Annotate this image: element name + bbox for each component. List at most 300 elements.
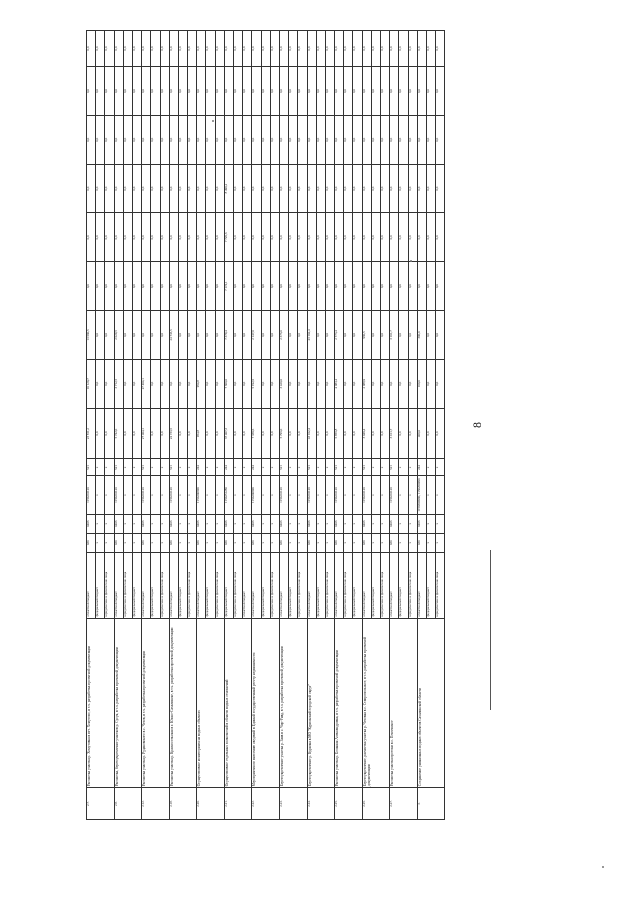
funding-source-cell: юридические и физические лица (123, 552, 132, 618)
value-cell: х (371, 514, 380, 533)
value-cell: 2 773,4 (335, 311, 344, 360)
value-cell: х (243, 476, 252, 514)
value-cell: 0,0 (371, 31, 380, 67)
value-cell: 030 (224, 533, 233, 552)
item-number: 2.12. (142, 788, 170, 820)
value-cell: 0,0 (390, 67, 399, 116)
value-cell: х (344, 514, 353, 533)
measure-name: Берегоукрепление, расчистка участка р. Чеховка в с. Ставропольское, в т.ч. разработка проектной документации (362, 618, 390, 788)
value-cell: х (316, 514, 325, 533)
value-cell: 0,0 (123, 164, 132, 213)
table-row (87, 31, 96, 820)
value-cell: х (132, 514, 141, 533)
value-cell: 0,0 (215, 311, 224, 360)
value-cell: 0,0 (353, 408, 362, 459)
value-cell: 24 733,5 (169, 311, 178, 360)
value-cell: 2 088,9 (362, 359, 371, 408)
value-cell: 0406 (307, 514, 316, 533)
value-cell: 1150201120 (142, 476, 151, 514)
value-cell: 0,0 (298, 359, 307, 408)
table-row (252, 31, 261, 820)
value-cell: 0,0 (307, 115, 316, 164)
value-cell: 0,0 (96, 31, 105, 67)
value-cell: 0,0 (178, 408, 187, 459)
value-cell: 030 (417, 533, 426, 552)
value-cell: 0,0 (114, 115, 123, 164)
value-cell: 0,0 (252, 262, 261, 311)
value-cell: 954,8 (197, 359, 206, 408)
value-cell: 0,0 (344, 213, 353, 262)
value-cell: 0,0 (160, 408, 169, 459)
value-cell: 0,0 (123, 213, 132, 262)
value-cell: 0,0 (188, 213, 197, 262)
value-cell: 0,0 (123, 408, 132, 459)
value-cell: 0,0 (87, 115, 96, 164)
table-row (197, 31, 206, 820)
value-cell: 2 147,0 (252, 311, 261, 360)
value-cell: 0,0 (307, 213, 316, 262)
value-cell: 0,0 (132, 164, 141, 213)
value-cell: 0,0 (142, 311, 151, 360)
value-cell: 0,0 (132, 213, 141, 262)
value-cell: 0,0 (206, 311, 215, 360)
value-cell: х (426, 476, 435, 514)
value-cell: 2 376,0 (279, 311, 288, 360)
value-cell: х (436, 514, 445, 533)
value-cell: 0,0 (261, 359, 270, 408)
value-cell: х (399, 514, 408, 533)
value-cell: 0,0 (234, 213, 243, 262)
value-cell: 0,0 (298, 213, 307, 262)
table-row (362, 31, 371, 820)
value-cell: 0,0 (279, 213, 288, 262)
value-cell: 0,0 (381, 67, 390, 116)
value-cell: 3 049,4 (362, 408, 371, 459)
value-cell: х (234, 459, 243, 476)
value-cell: 0,0 (408, 311, 417, 360)
value-cell: 0,0 (399, 262, 408, 311)
value-cell: 0,0 (261, 262, 270, 311)
funding-source-cell: областной бюджет (307, 552, 316, 618)
value-cell: х (206, 514, 215, 533)
value-cell: х (132, 459, 141, 476)
value-cell: 0,0 (353, 31, 362, 67)
value-cell: 0,0 (325, 164, 334, 213)
value-cell: 0,0 (335, 67, 344, 116)
funding-source-cell: юридические и физические лица (325, 552, 334, 618)
value-cell: 1150201120 (390, 476, 399, 514)
table-row (114, 31, 123, 820)
value-cell: х (160, 533, 169, 552)
funding-source-cell: федеральный бюджет (399, 552, 408, 618)
value-cell: 0,0 (151, 408, 160, 459)
value-cell: 0,0 (123, 262, 132, 311)
value-cell: 0,0 (160, 31, 169, 67)
value-cell: 4 083,4 (335, 359, 344, 408)
funding-source-cell: федеральный бюджет (151, 552, 160, 618)
value-cell: 0,0 (132, 359, 141, 408)
value-cell: 0,0 (206, 67, 215, 116)
value-cell: 0,0 (87, 67, 96, 116)
value-cell: 0,0 (123, 115, 132, 164)
value-cell: 0406 (279, 514, 288, 533)
value-cell: 0,0 (289, 311, 298, 360)
value-cell: 0,0 (197, 311, 206, 360)
value-cell: х (243, 459, 252, 476)
value-cell: 0406 (362, 514, 371, 533)
funding-source-cell: юридические и физические лица (436, 552, 445, 618)
value-cell: 0,0 (142, 31, 151, 67)
value-cell: 0,0 (206, 213, 215, 262)
funding-source-cell: областной бюджет (197, 552, 206, 618)
value-cell: х (261, 533, 270, 552)
value-cell: 0,0 (298, 164, 307, 213)
funding-source-cell: областной бюджет (114, 552, 123, 618)
table-row (279, 31, 288, 820)
value-cell: 0406 (197, 514, 206, 533)
value-cell: х (289, 514, 298, 533)
measure-name: Осуществление мониторинга на водных объектах (197, 618, 225, 788)
measure-name: Расчистка, берегоукрепление участков р. Сусуя, в т.ч. разработка проектной документации (114, 618, 142, 788)
funding-source-cell: юридические и физические лица (381, 552, 390, 618)
value-cell: х (371, 533, 380, 552)
value-cell: х (289, 533, 298, 552)
value-cell: 0,0 (114, 213, 123, 262)
value-cell: 0,0 (206, 359, 215, 408)
value-cell: 0,0 (289, 213, 298, 262)
value-cell: 0,0 (261, 31, 270, 67)
value-cell: 0,0 (270, 164, 279, 213)
value-cell: х (160, 459, 169, 476)
value-cell: х (298, 514, 307, 533)
value-cell: 0,0 (169, 164, 178, 213)
funding-source-cell: юридические и физические лица (270, 552, 279, 618)
item-number: 2.18. (169, 788, 197, 820)
value-cell: 0,0 (123, 359, 132, 408)
value-cell: 0,0 (371, 311, 380, 360)
value-cell: 0,0 (307, 359, 316, 408)
value-cell: 0,0 (417, 164, 426, 213)
value-cell: 0,0 (160, 311, 169, 360)
value-cell: 0,0 (215, 115, 224, 164)
value-cell: 0,0 (381, 408, 390, 459)
funding-source-cell: юридические и физические лица (298, 552, 307, 618)
measure-name: Расчистка участка р. Большая Александровка, в т.ч. разработка проектной документации (335, 618, 363, 788)
value-cell: х (215, 459, 224, 476)
value-cell: 0,0 (169, 67, 178, 116)
value-cell: 0,0 (178, 311, 187, 360)
value-cell: х (234, 514, 243, 533)
value-cell: х (298, 476, 307, 514)
funding-source-cell: областной бюджет (279, 552, 288, 618)
value-cell: х (270, 533, 279, 552)
value-cell: 0,0 (344, 115, 353, 164)
value-cell: х (408, 459, 417, 476)
value-cell: 0,0 (132, 311, 141, 360)
value-cell: 0,0 (243, 67, 252, 116)
value-cell: 244 (197, 459, 206, 476)
value-cell: х (132, 533, 141, 552)
value-cell: 0,0 (243, 31, 252, 67)
value-cell: 0,0 (132, 262, 141, 311)
funding-source-cell: юридические и физические лица (105, 552, 114, 618)
value-cell: 0,0 (270, 67, 279, 116)
funding-source-cell: юридические и физические лица (234, 552, 243, 618)
value-cell: 0,0 (279, 115, 288, 164)
value-cell: 0,0 (234, 408, 243, 459)
value-cell: 0,0 (234, 67, 243, 116)
value-cell: 0,0 (298, 115, 307, 164)
value-cell: 0,0 (298, 31, 307, 67)
measure-name: Расчистка участка р. Красносельская в г. Южно-Сахалинске, в т.ч. разработка проектной документации (169, 618, 197, 788)
value-cell: 10 120,7 (87, 359, 96, 408)
value-cell: х (132, 476, 141, 514)
value-cell: 0,0 (426, 408, 435, 459)
value-cell: 24 733,5 (169, 408, 178, 459)
value-cell: 43 102,4 (307, 311, 316, 360)
value-cell: 0406 (87, 514, 96, 533)
value-cell: 0,0 (243, 359, 252, 408)
value-cell: 0,0 (96, 213, 105, 262)
value-cell: 1150200990 (197, 476, 206, 514)
value-cell: х (344, 459, 353, 476)
value-cell: 0,0 (426, 164, 435, 213)
value-cell: 0,0 (178, 115, 187, 164)
value-cell: 0,0 (417, 115, 426, 164)
value-cell: х (316, 476, 325, 514)
value-cell: 0,0 (252, 213, 261, 262)
value-cell: 0,0 (426, 262, 435, 311)
table-row (307, 31, 316, 820)
value-cell: 0,0 (142, 115, 151, 164)
funding-source-cell: областной бюджет (243, 552, 252, 618)
value-cell: 0,0 (160, 262, 169, 311)
value-cell: 0,0 (96, 359, 105, 408)
value-cell: х (206, 476, 215, 514)
measure-name: Мероприятия по внесению сведений в Единый государственный реестр недвижимости (252, 618, 280, 788)
value-cell: 0,0 (279, 31, 288, 67)
value-cell: 300,0 (417, 311, 426, 360)
value-cell: 1150300990, 1150200990 (417, 476, 426, 514)
value-cell: 0,0 (215, 164, 224, 213)
value-cell: 0,0 (371, 359, 380, 408)
value-cell: 0,0 (87, 213, 96, 262)
value-cell: 0,0 (390, 262, 399, 311)
value-cell: 37 407,3 (224, 408, 233, 459)
value-cell: 0,0 (261, 311, 270, 360)
value-cell: х (96, 533, 105, 552)
value-cell: 0,0 (335, 115, 344, 164)
value-cell: х (151, 476, 160, 514)
value-cell: х (234, 533, 243, 552)
value-cell: 0,0 (371, 408, 380, 459)
value-cell: 0,0 (307, 31, 316, 67)
value-cell: 0,0 (344, 31, 353, 67)
value-cell: 244 (417, 459, 426, 476)
value-cell: 0,0 (224, 31, 233, 67)
value-cell: х (298, 459, 307, 476)
value-cell: 0,0 (335, 213, 344, 262)
funding-source-cell: федеральный бюджет (426, 552, 435, 618)
value-cell: х (399, 459, 408, 476)
value-cell: 1150201120 (114, 476, 123, 514)
value-cell: х (123, 514, 132, 533)
value-cell: 23 811,2 (87, 408, 96, 459)
value-cell: х (325, 514, 334, 533)
value-cell: 0,0 (234, 262, 243, 311)
funding-source-cell: юридические и физические лица (188, 552, 197, 618)
value-cell: 7 600,0 (224, 359, 233, 408)
value-cell: х (105, 514, 114, 533)
value-cell: х (105, 533, 114, 552)
value-cell: 0,0 (270, 262, 279, 311)
value-cell: х (325, 476, 334, 514)
value-cell: 0,0 (362, 115, 371, 164)
value-cell: 0,0 (353, 213, 362, 262)
value-cell: 3 101,7 (390, 311, 399, 360)
value-cell: 0,0 (270, 115, 279, 164)
funding-source-cell: областной бюджет (335, 552, 344, 618)
value-cell: 0,0 (178, 262, 187, 311)
value-cell: 6 856,8 (335, 408, 344, 459)
value-cell: х (316, 533, 325, 552)
table-row (169, 31, 178, 820)
funding-source-cell: областной бюджет (142, 552, 151, 618)
value-cell: 0,0 (362, 262, 371, 311)
scan-speck (410, 260, 412, 262)
funding-source-cell: юридические и физические лица (344, 552, 353, 618)
value-cell: 0,0 (105, 262, 114, 311)
value-cell: 0,0 (160, 359, 169, 408)
value-cell: 0,0 (289, 31, 298, 67)
value-cell: 2 029,5 (114, 311, 123, 360)
value-cell: 0,0 (399, 359, 408, 408)
value-cell: х (188, 476, 197, 514)
value-cell: 0,0 (215, 213, 224, 262)
value-cell: х (188, 514, 197, 533)
value-cell: 0,0 (188, 67, 197, 116)
value-cell: 244 (224, 459, 233, 476)
table-row (390, 31, 399, 820)
value-cell: 0,0 (279, 164, 288, 213)
value-cell: 0,0 (114, 164, 123, 213)
measure-name: Расчистка участка протоки в с. Пензенское (390, 618, 418, 788)
value-cell: 0,0 (426, 115, 435, 164)
value-cell: 030 (362, 533, 371, 552)
value-cell: 0,0 (381, 262, 390, 311)
value-cell: 0,0 (426, 31, 435, 67)
value-cell: 0,0 (151, 31, 160, 67)
value-cell: х (353, 533, 362, 552)
value-cell: 0406 (390, 514, 399, 533)
value-cell: 0,0 (197, 262, 206, 311)
value-cell: 1150201120 (87, 476, 96, 514)
value-cell: 0,0 (399, 115, 408, 164)
funding-source-cell: федеральный бюджет (224, 552, 233, 618)
value-cell: х (344, 476, 353, 514)
value-cell: 0,0 (261, 408, 270, 459)
value-cell: 0,0 (335, 31, 344, 67)
value-cell: 0,0 (371, 262, 380, 311)
value-cell: 0,0 (362, 213, 371, 262)
value-cell: 0,0 (105, 311, 114, 360)
item-number: 2.23. (279, 788, 307, 820)
value-cell: 0,0 (114, 31, 123, 67)
value-cell: х (344, 533, 353, 552)
value-cell: 0,0 (298, 262, 307, 311)
value-cell: 0,0 (96, 115, 105, 164)
value-cell: 0,0 (234, 31, 243, 67)
value-cell: 0,0 (234, 164, 243, 213)
value-cell: 0,0 (123, 31, 132, 67)
value-cell: х (289, 459, 298, 476)
value-cell: 0,0 (316, 213, 325, 262)
value-cell: х (234, 476, 243, 514)
value-cell: 0,0 (188, 115, 197, 164)
value-cell: 0,0 (371, 213, 380, 262)
scan-speck (602, 866, 604, 868)
item-number: 2.22. (252, 788, 280, 820)
value-cell: 0,0 (142, 67, 151, 116)
value-cell: 0,0 (215, 31, 224, 67)
value-cell: 0,0 (436, 31, 445, 67)
value-cell: 0,0 (381, 115, 390, 164)
value-cell: х (353, 459, 362, 476)
value-cell: х (289, 476, 298, 514)
value-cell: 0,0 (353, 67, 362, 116)
value-cell: 0,0 (408, 31, 417, 67)
value-cell: 0406 (252, 514, 261, 533)
value-cell: х (408, 514, 417, 533)
value-cell: х (206, 533, 215, 552)
value-cell: 0,0 (344, 262, 353, 311)
value-cell: 0,0 (307, 67, 316, 116)
value-cell: 0,0 (261, 67, 270, 116)
value-cell: 0,0 (426, 67, 435, 116)
value-cell: 0,0 (224, 115, 233, 164)
value-cell: 0,0 (169, 213, 178, 262)
value-cell: х (325, 533, 334, 552)
value-cell: 030 (335, 533, 344, 552)
value-cell: 0,0 (436, 115, 445, 164)
value-cell: 5 742,0 (114, 408, 123, 459)
value-cell: 0,0 (390, 164, 399, 213)
funding-source-cell: областной бюджет (87, 552, 96, 618)
value-cell: х (353, 476, 362, 514)
value-cell: 0,0 (325, 31, 334, 67)
funding-source-cell: юридические и физические лица (408, 552, 417, 618)
value-cell: 0,0 (132, 115, 141, 164)
value-cell: 3 101,7 (390, 408, 399, 459)
value-cell: х (178, 533, 187, 552)
value-cell: 27 404,1 (142, 359, 151, 408)
funding-source-cell: федеральный бюджет (178, 552, 187, 618)
value-cell: 0,0 (381, 359, 390, 408)
value-cell: 0,0 (270, 31, 279, 67)
value-cell: х (243, 533, 252, 552)
value-cell: х (123, 476, 132, 514)
value-cell: 0,0 (289, 359, 298, 408)
value-cell: х (215, 533, 224, 552)
value-cell: 0,0 (353, 115, 362, 164)
value-cell: 0,0 (289, 115, 298, 164)
value-cell: 0,0 (160, 115, 169, 164)
value-cell: х (151, 514, 160, 533)
value-cell: х (426, 514, 435, 533)
item-number: 2.7. (87, 788, 115, 820)
value-cell: 7 726,6 (224, 213, 233, 262)
value-cell: 0,0 (381, 311, 390, 360)
